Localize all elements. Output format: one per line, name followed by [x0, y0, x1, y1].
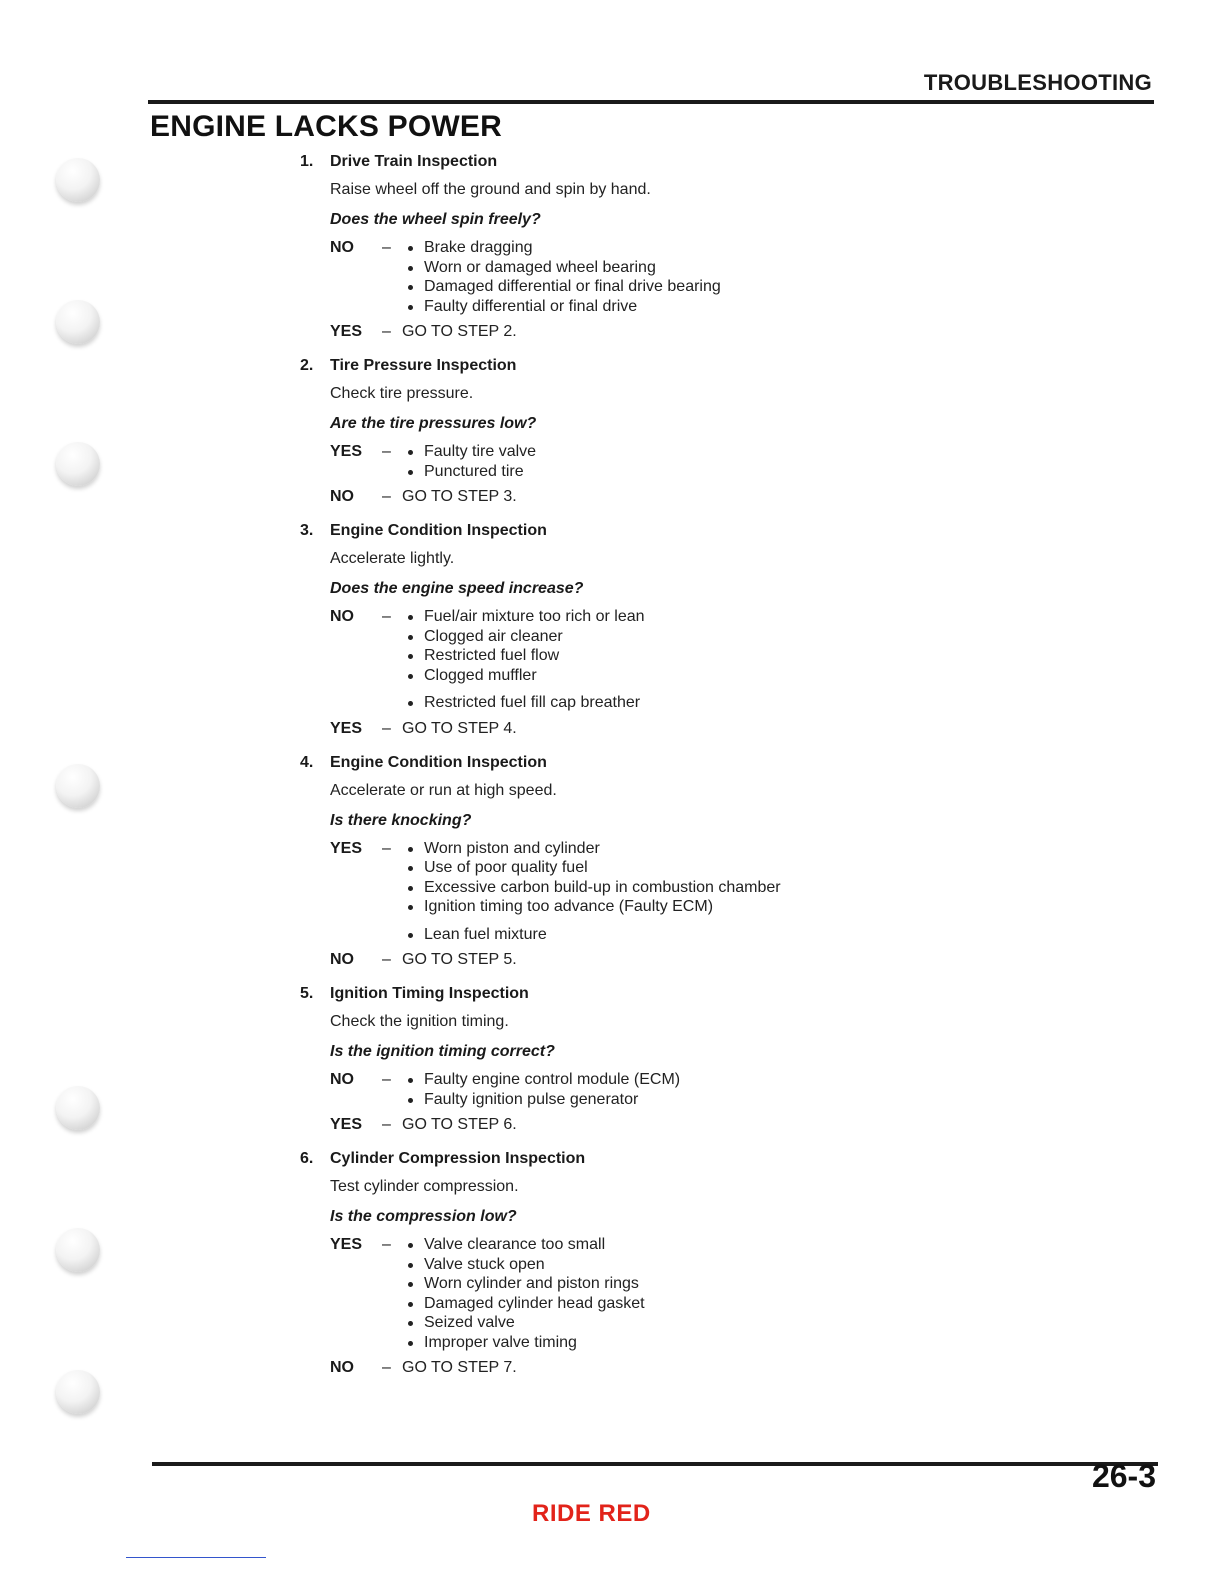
- cause-item: Improper valve timing: [402, 1333, 645, 1353]
- answer-dash: –: [382, 323, 391, 340]
- step-title: Cylinder Compression Inspection: [330, 1150, 586, 1167]
- answer-dash: –: [382, 951, 391, 968]
- binder-hole-icon: [56, 764, 100, 808]
- step-instruction: Accelerate lightly.: [330, 550, 455, 567]
- answer-dash: –: [382, 1071, 391, 1088]
- answer-row: [330, 607, 920, 713]
- step-3: [300, 519, 920, 739]
- answer-row: [330, 839, 920, 945]
- cause-item: Restricted fuel flow: [402, 646, 645, 666]
- cause-item: Clogged air cleaner: [402, 627, 645, 647]
- step-body: [330, 382, 920, 507]
- cause-item: Brake dragging: [402, 238, 721, 258]
- step-instruction: Test cylinder compression.: [330, 1178, 519, 1195]
- binder-hole-icon: [56, 1370, 100, 1414]
- page-number: 26-3: [1091, 1458, 1156, 1494]
- answer-key: NO: [330, 951, 354, 968]
- cause-list: [402, 442, 536, 481]
- answer-key: YES: [330, 839, 363, 857]
- step-question: Is there knocking?: [330, 811, 472, 829]
- step-title: Drive Train Inspection: [330, 153, 498, 170]
- cause-list: [402, 1235, 645, 1352]
- step-1: [300, 150, 920, 342]
- step-number: 5.: [300, 985, 314, 1002]
- cause-item: Use of poor quality fuel: [402, 858, 781, 878]
- step-2: [300, 354, 920, 507]
- cause-item: Restricted fuel fill cap breather: [402, 693, 645, 713]
- cause-item: Faulty ignition pulse generator: [402, 1090, 680, 1110]
- step-title: Engine Condition Inspection: [330, 753, 547, 771]
- step-question: Does the engine speed increase?: [330, 580, 584, 597]
- step-body: [330, 1010, 920, 1135]
- step-number: 1.: [300, 153, 314, 170]
- answer-key: NO: [330, 608, 354, 625]
- step-body: [330, 547, 920, 739]
- answer-dash: –: [382, 488, 391, 505]
- cause-item: Worn cylinder and piston rings: [402, 1274, 645, 1294]
- step-number: 4.: [300, 753, 314, 771]
- answer-row: [330, 238, 920, 316]
- answer-key: YES: [330, 1116, 363, 1133]
- answer-key: YES: [330, 323, 363, 340]
- cause-list: [402, 607, 645, 713]
- answer-row: [330, 950, 920, 970]
- answer-dash: –: [382, 1116, 391, 1133]
- cause-item: Faulty engine control module (ECM): [402, 1070, 680, 1090]
- answer-key: YES: [330, 719, 363, 737]
- answer-key: YES: [330, 1236, 363, 1253]
- cause-list: [402, 238, 721, 316]
- footer-divider: [152, 1462, 1158, 1466]
- answer-row: [330, 1358, 920, 1378]
- cause-item: Valve clearance too small: [402, 1235, 645, 1255]
- step-heading: [300, 751, 920, 775]
- answer-row: [330, 1235, 920, 1352]
- step-title: Ignition Timing Inspection: [330, 985, 529, 1002]
- answer-dash: –: [382, 443, 391, 460]
- step-6: [300, 1147, 920, 1378]
- step-body: [330, 779, 920, 971]
- answer-row: [330, 487, 920, 507]
- answer-key: YES: [330, 443, 363, 460]
- answer-row: [330, 442, 920, 481]
- binder-hole-icon: [56, 300, 100, 344]
- cause-item: Ignition timing too advance (Faulty ECM): [402, 897, 781, 917]
- step-question: Does the wheel spin freely?: [330, 211, 541, 228]
- step-number: 3.: [300, 522, 314, 539]
- answer-key: NO: [330, 239, 354, 256]
- answer-goto: GO TO STEP 2.: [402, 323, 517, 340]
- step-body: [330, 1175, 920, 1378]
- section-label: TROUBLESHOOTING: [923, 70, 1152, 95]
- cause-item: Damaged cylinder head gasket: [402, 1294, 645, 1314]
- binder-hole-icon: [56, 1228, 100, 1272]
- cause-list: [402, 1070, 680, 1109]
- cause-item: Faulty tire valve: [402, 442, 536, 462]
- answer-goto: GO TO STEP 5.: [402, 951, 517, 968]
- header-divider: [148, 100, 1154, 104]
- step-question: Is the ignition timing correct?: [330, 1043, 555, 1060]
- step-number: 2.: [300, 357, 314, 374]
- step-number: 6.: [300, 1150, 314, 1167]
- cause-list: [402, 839, 781, 945]
- answer-dash: –: [382, 608, 391, 625]
- troubleshooting-steps: [300, 150, 920, 1390]
- step-4: [300, 751, 920, 971]
- step-title: Engine Condition Inspection: [330, 522, 547, 539]
- cause-item: Fuel/air mixture too rich or lean: [402, 607, 645, 627]
- answer-row: [330, 719, 920, 739]
- answer-goto: GO TO STEP 3.: [402, 488, 517, 505]
- cause-item: Seized valve: [402, 1313, 645, 1333]
- step-question: Is the compression low?: [330, 1208, 517, 1225]
- step-heading: [300, 519, 920, 543]
- step-question: Are the tire pressures low?: [330, 415, 537, 432]
- answer-dash: –: [382, 1236, 391, 1253]
- step-heading: [300, 1147, 920, 1171]
- answer-key: NO: [330, 488, 354, 505]
- cause-item: Valve stuck open: [402, 1255, 645, 1275]
- answer-goto: GO TO STEP 4.: [402, 719, 517, 737]
- step-instruction: Raise wheel off the ground and spin by hand.: [330, 181, 651, 198]
- page-title: ENGINE LACKS POWER: [150, 110, 502, 143]
- step-title: Tire Pressure Inspection: [330, 357, 517, 374]
- cause-item: Damaged differential or final drive bearing: [402, 277, 721, 297]
- answer-goto: GO TO STEP 6.: [402, 1116, 517, 1133]
- answer-key: NO: [330, 1359, 354, 1376]
- binder-hole-icon: [56, 158, 100, 202]
- answer-dash: –: [382, 1359, 391, 1376]
- answer-key: NO: [330, 1071, 354, 1088]
- step-heading: [300, 982, 920, 1006]
- brand-logo: RIDE RED: [532, 1500, 651, 1527]
- answer-dash: –: [382, 239, 391, 256]
- binder-hole-icon: [56, 1086, 100, 1130]
- answer-row: [330, 1115, 920, 1135]
- cause-item: Excessive carbon build-up in combustion chamber: [402, 878, 781, 898]
- step-instruction: Accelerate or run at high speed.: [330, 781, 557, 799]
- link-underline: [126, 1557, 266, 1558]
- answer-row: [330, 1070, 920, 1109]
- cause-item: Faulty differential or final drive: [402, 297, 721, 317]
- cause-item: Worn or damaged wheel bearing: [402, 258, 721, 278]
- step-instruction: Check the ignition timing.: [330, 1013, 509, 1030]
- answer-dash: –: [382, 839, 391, 857]
- cause-item: Clogged muffler: [402, 666, 645, 686]
- cause-item: Worn piston and cylinder: [402, 839, 781, 859]
- step-heading: [300, 150, 920, 174]
- step-body: [330, 178, 920, 342]
- step-instruction: Check tire pressure.: [330, 385, 474, 402]
- answer-row: [330, 322, 920, 342]
- step-5: [300, 982, 920, 1135]
- binder-hole-icon: [56, 442, 100, 486]
- step-heading: [300, 354, 920, 378]
- answer-dash: –: [382, 719, 391, 737]
- answer-goto: GO TO STEP 7.: [402, 1359, 517, 1376]
- cause-item: Punctured tire: [402, 462, 536, 482]
- cause-item: Lean fuel mixture: [402, 925, 781, 945]
